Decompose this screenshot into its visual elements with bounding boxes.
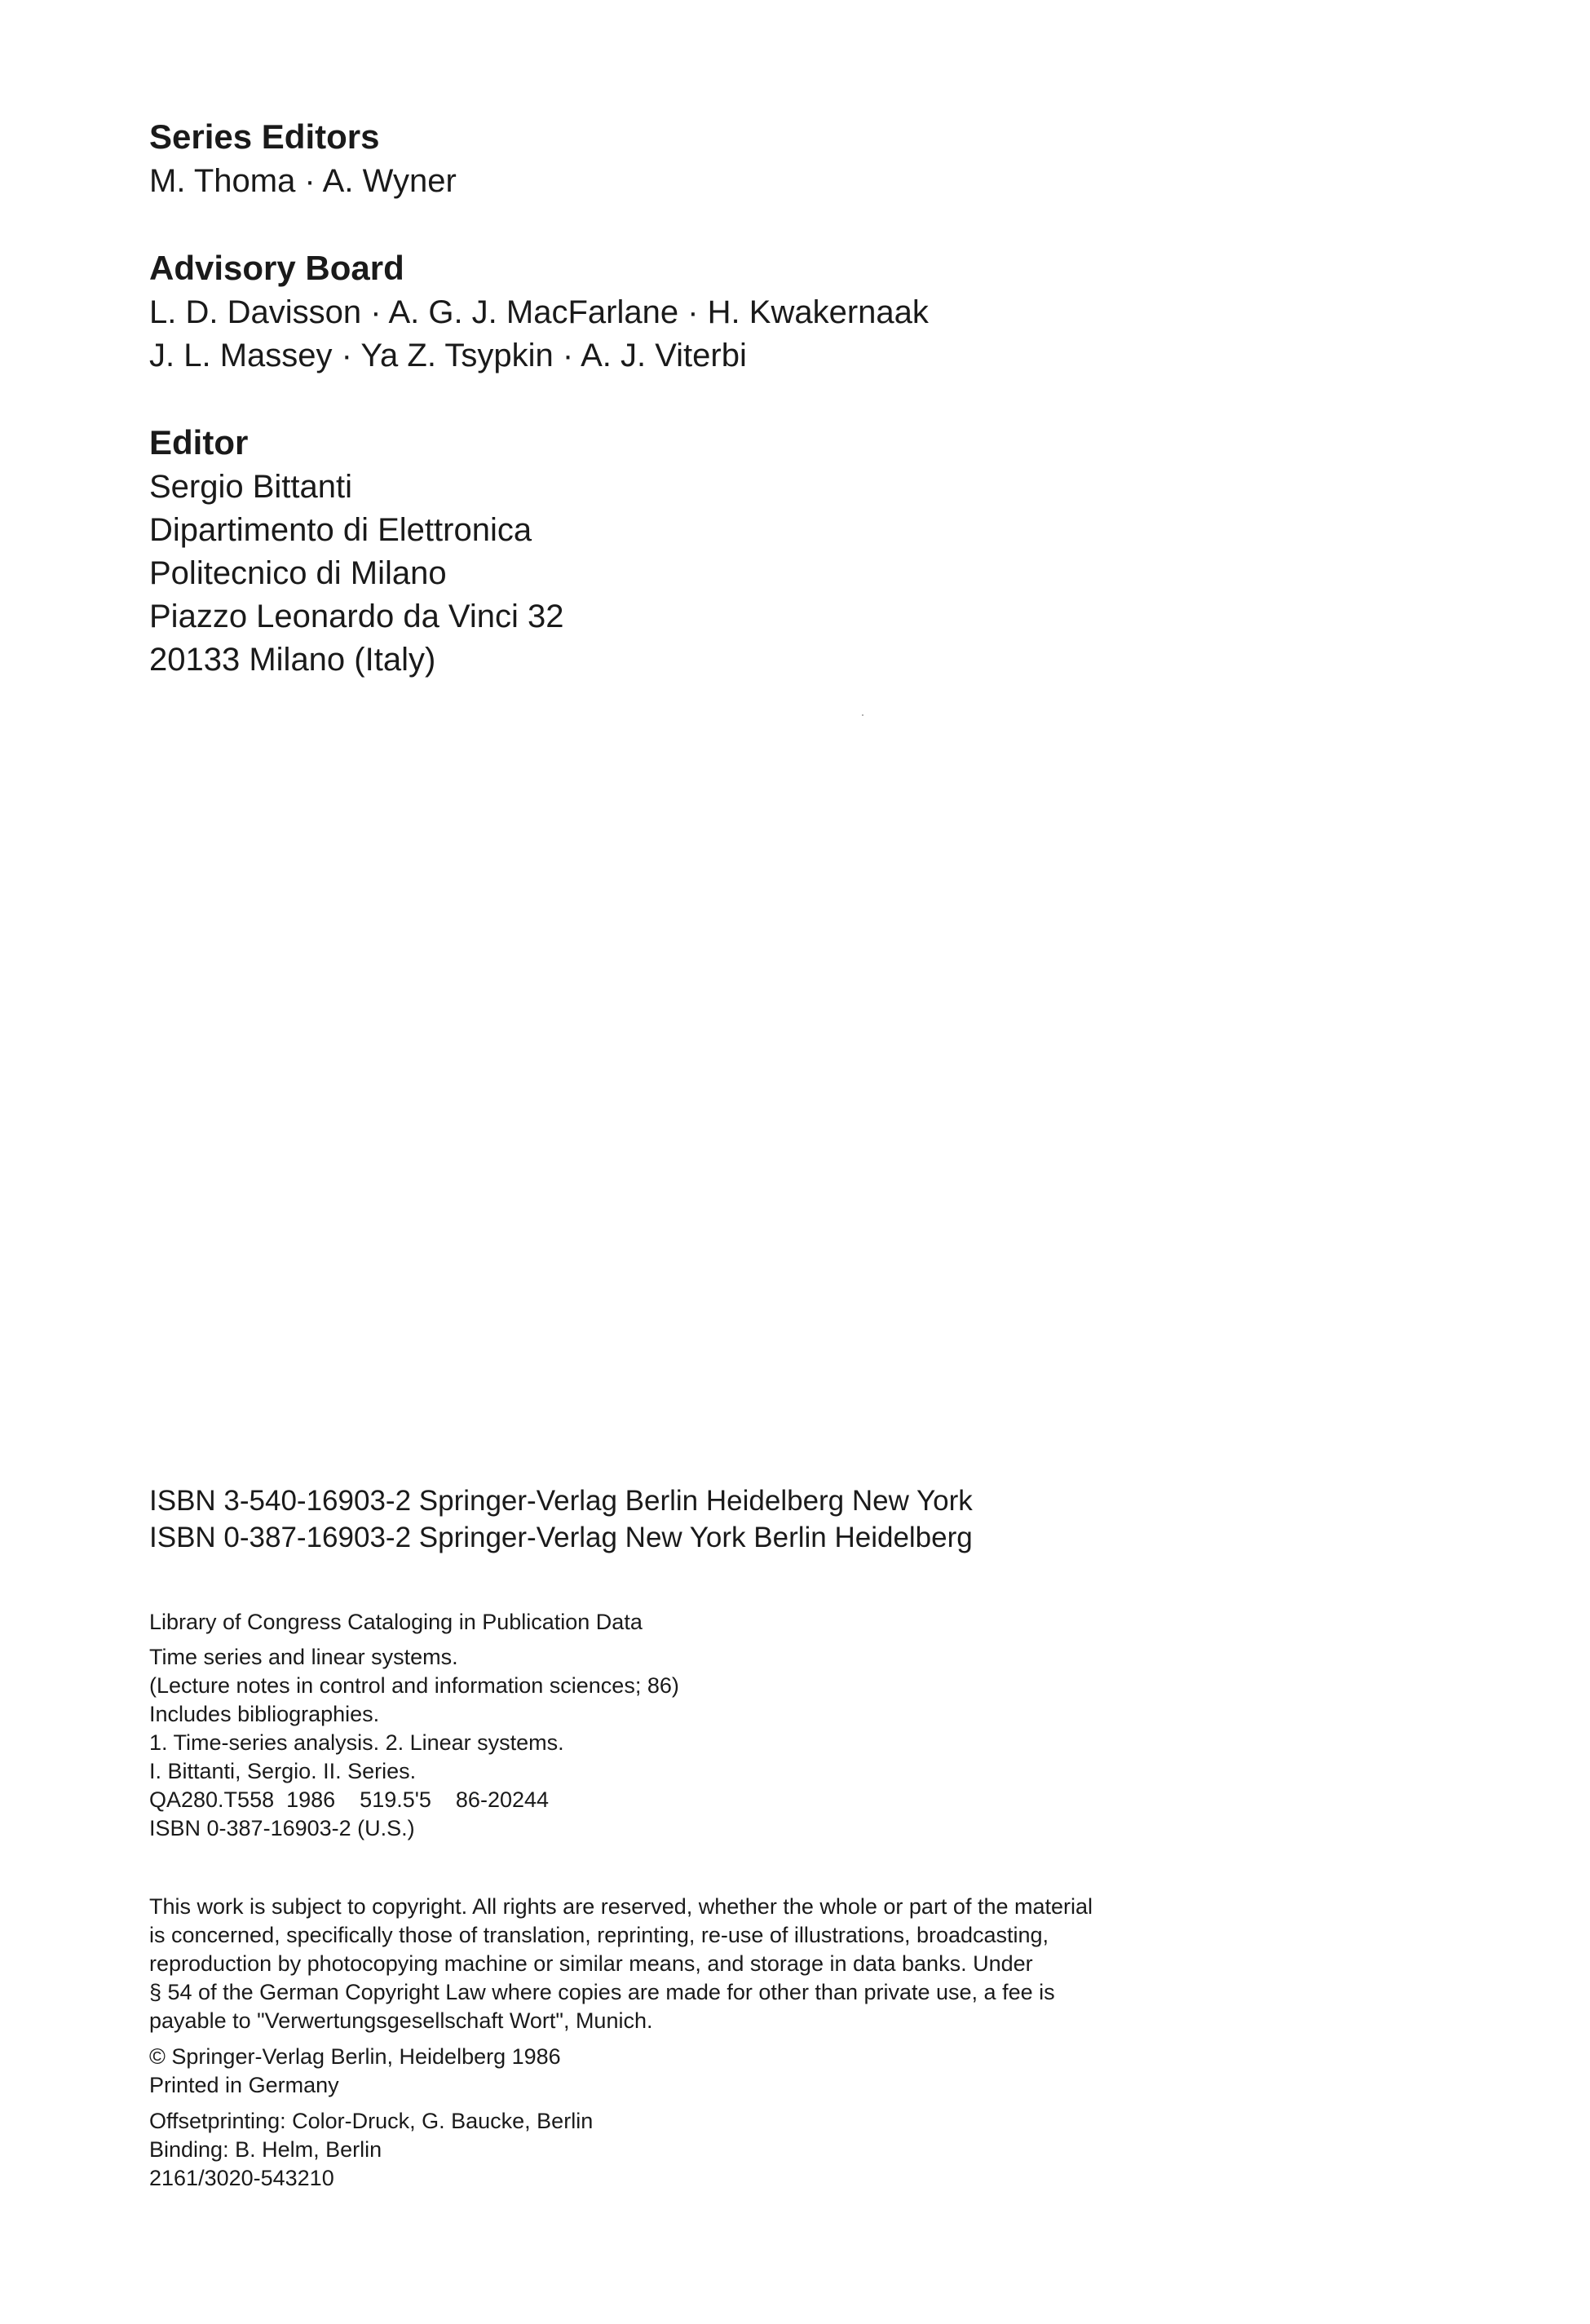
credits-block	[149, 114, 1128, 724]
copyright-notice-line: § 54 of the German Copyright Law where copies are made for other than private use, a fee is	[149, 1980, 1055, 2004]
editor-name: Sergio Bittanti	[149, 469, 353, 505]
copyright-notice-line: reproduction by photocopying machine or similar means, and storage in data banks. Under	[149, 1951, 1033, 1976]
catalog-line: Time series and linear systems.	[149, 1645, 458, 1669]
printing-line: Binding: B. Helm, Berlin	[149, 2137, 382, 2162]
copyright-notice-line: payable to "Verwertungsgesellschaft Wort", Munich.	[149, 2008, 653, 2033]
scan-speck	[862, 714, 863, 716]
advisory-board-section	[149, 245, 1128, 378]
library-of-congress-block	[149, 1608, 1372, 1843]
publisher-line: © Springer-Verlag Berlin, Heidelberg 1986	[149, 2044, 561, 2069]
library-of-congress-title: Library of Congress Cataloging in Publication Data	[149, 1610, 643, 1634]
catalog-line: ISBN 0-387-16903-2 (U.S.)	[149, 1816, 415, 1840]
catalog-classification-line: QA280.T558 1986 519.5'5 86-20244	[149, 1787, 550, 1812]
copyright-notice-line: is concerned, specifically those of translation, reprinting, re-use of illustrations, broadcasting,	[149, 1923, 1049, 1947]
editor-address-line: Politecnico di Milano	[149, 555, 447, 591]
editor-address-line: Piazzo Leonardo da Vinci 32	[149, 599, 564, 634]
copyright-notice	[149, 1893, 1421, 2035]
editor-address-line: Dipartimento di Elettronica	[149, 512, 532, 548]
advisory-board-heading: Advisory Board	[149, 249, 404, 287]
series-editors-section	[149, 114, 1128, 203]
catalog-line: I. Bittanti, Sergio. II. Series.	[149, 1759, 417, 1783]
paragraph-gap	[149, 2100, 1421, 2107]
printing-info	[149, 2107, 1421, 2193]
catalog-line: 1. Time-series analysis. 2. Linear systems.	[149, 1730, 564, 1755]
editor-address-line: 20133 Milano (Italy)	[149, 642, 436, 678]
printing-line: Offsetprinting: Color-Druck, G. Baucke, Berlin	[149, 2109, 594, 2133]
advisory-board-line: J. L. Massey · Ya Z. Tsypkin · A. J. Viterbi	[149, 338, 747, 373]
isbn-line: ISBN 0-387-16903-2 Springer-Verlag New York Berlin Heidelberg	[149, 1522, 973, 1553]
editor-heading: Editor	[149, 423, 249, 462]
editor-section	[149, 420, 1128, 682]
printing-line: 2161/3020-543210	[149, 2166, 334, 2190]
series-editors-heading: Series Editors	[149, 117, 380, 156]
catalog-line: (Lecture notes in control and information sciences; 86)	[149, 1673, 679, 1698]
isbn-line: ISBN 3-540-16903-2 Springer-Verlag Berlin Heidelberg New York	[149, 1485, 973, 1517]
publisher-info	[149, 2043, 1421, 2100]
advisory-board-line: L. D. Davisson · A. G. J. MacFarlane · H. Kwakernaak	[149, 294, 929, 330]
copyright-notice-line: This work is subject to copyright. All rights are reserved, whether the whole or part of the material	[149, 1894, 1093, 1919]
catalog-line: Includes bibliographies.	[149, 1702, 380, 1726]
isbn-block	[149, 1482, 1372, 1556]
copyright-block	[149, 1893, 1421, 2193]
series-editors-names: M. Thoma · A. Wyner	[149, 163, 457, 199]
paragraph-gap	[149, 2035, 1421, 2043]
publisher-line: Printed in Germany	[149, 2073, 339, 2097]
